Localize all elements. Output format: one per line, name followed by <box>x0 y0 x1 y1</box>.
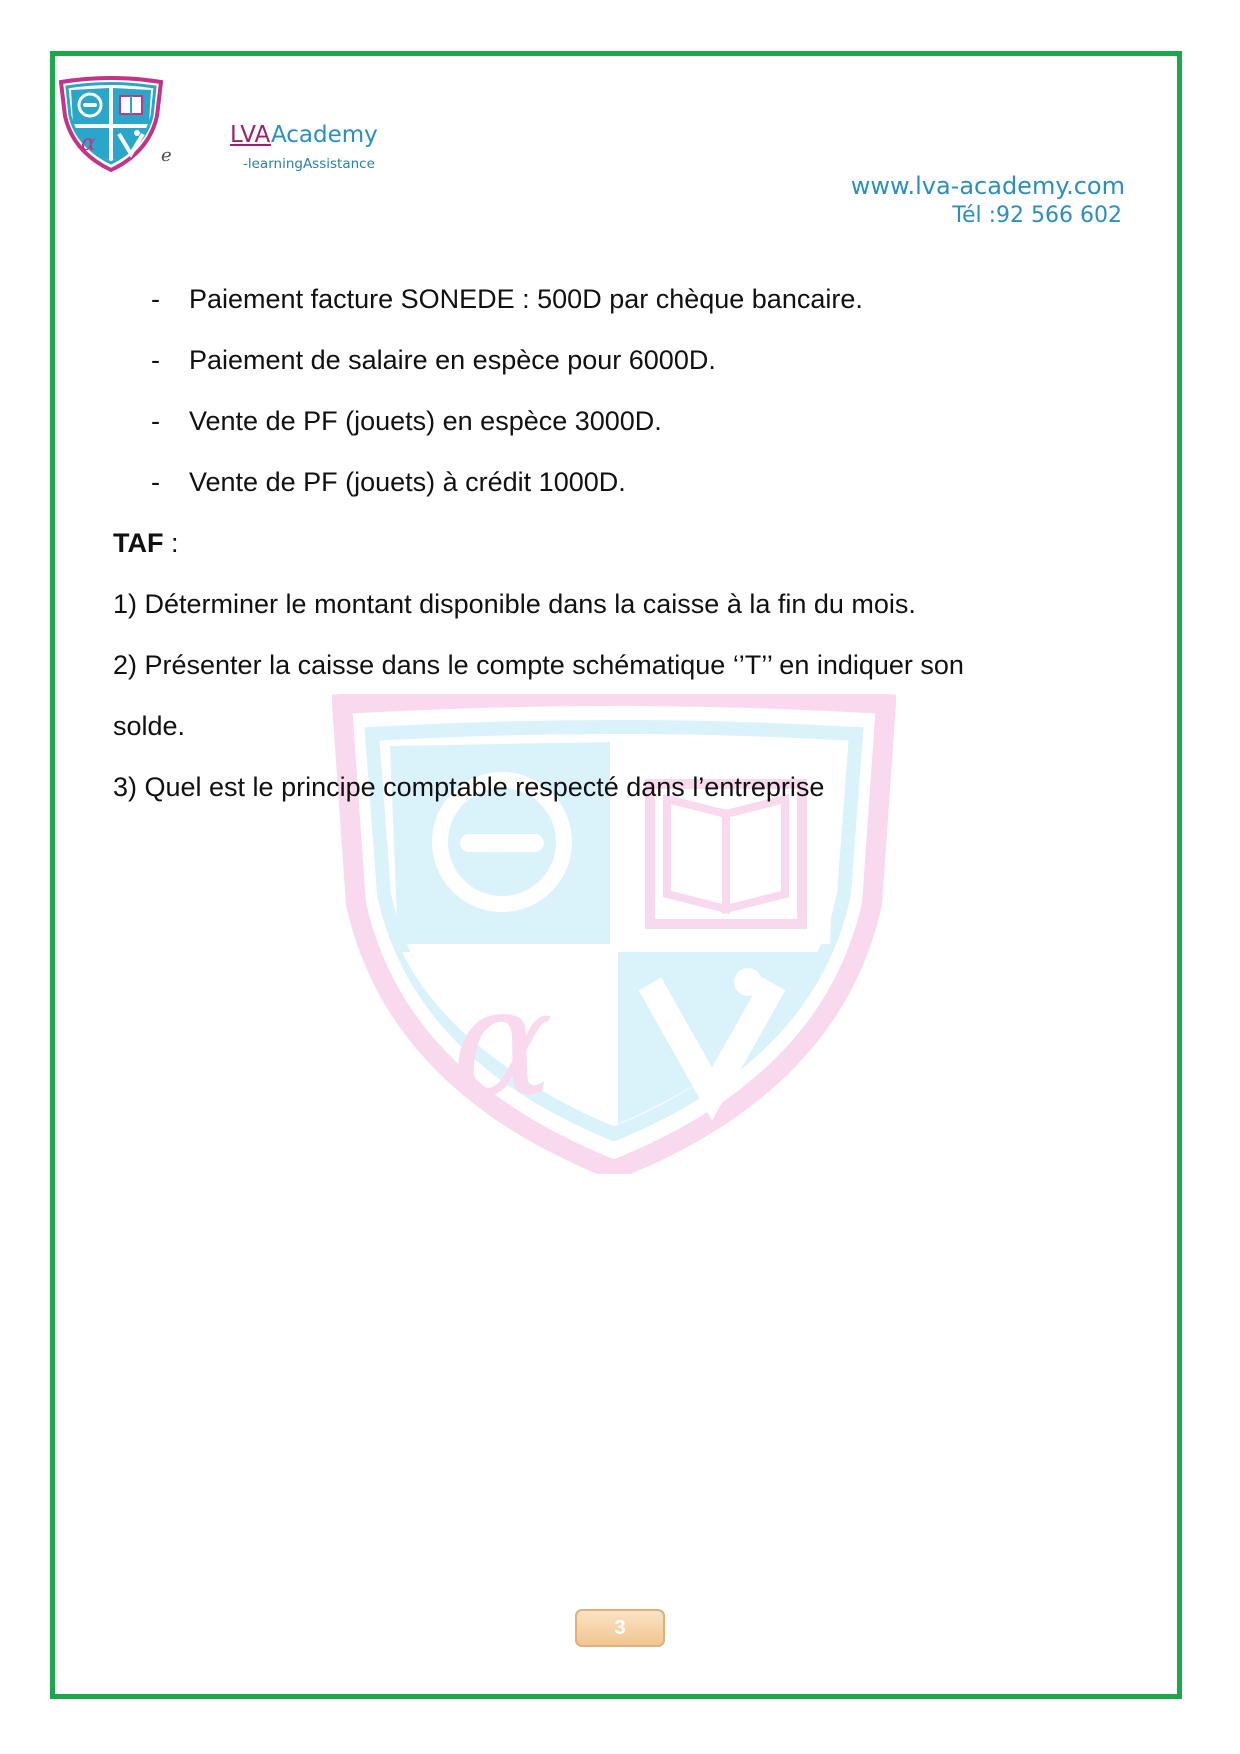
list-dash: - <box>151 467 160 497</box>
list-item-text: Vente de PF (jouets) en espèce 3000D. <box>189 406 662 436</box>
lva-shield-logo-icon <box>57 76 165 172</box>
brand-academy: Academy <box>270 122 378 148</box>
question-2-continued: solde. <box>113 711 186 741</box>
brand-name <box>230 122 378 148</box>
logo-letter: e <box>161 145 172 166</box>
taf-heading <box>113 528 179 559</box>
taf-label: TAF <box>113 528 164 558</box>
list-item-text: Paiement de salaire en espèce pour 6000D. <box>189 345 716 375</box>
svg-text:α: α <box>452 956 554 1130</box>
website-link[interactable]: www.lva-academy.com <box>850 172 1125 200</box>
question-3: 3) Quel est le principe comptable respecté dans l’entreprise <box>113 772 825 802</box>
list-item-text: Vente de PF (jouets) à crédit 1000D. <box>189 467 626 497</box>
list-dash: - <box>151 284 160 314</box>
watermark-shield-icon <box>332 694 896 1174</box>
question-2: 2) Présenter la caisse dans le compte schématique ‘’T’’ en indiquer son <box>113 650 964 680</box>
list-dash: - <box>151 406 160 436</box>
brand-lva: LVA <box>230 122 271 148</box>
svg-text:α: α <box>81 131 96 156</box>
page-number-badge: 3 <box>575 1609 665 1647</box>
taf-colon: : <box>163 528 179 558</box>
phone-number: Tél :92 566 602 <box>952 203 1122 228</box>
brand-tagline: -learningAssistance <box>243 156 375 172</box>
list-item-text: Paiement facture SONEDE : 500D par chèque bancaire. <box>189 284 863 314</box>
list-dash: - <box>151 345 160 375</box>
question-1: 1) Déterminer le montant disponible dans la caisse à la fin du mois. <box>113 589 916 619</box>
